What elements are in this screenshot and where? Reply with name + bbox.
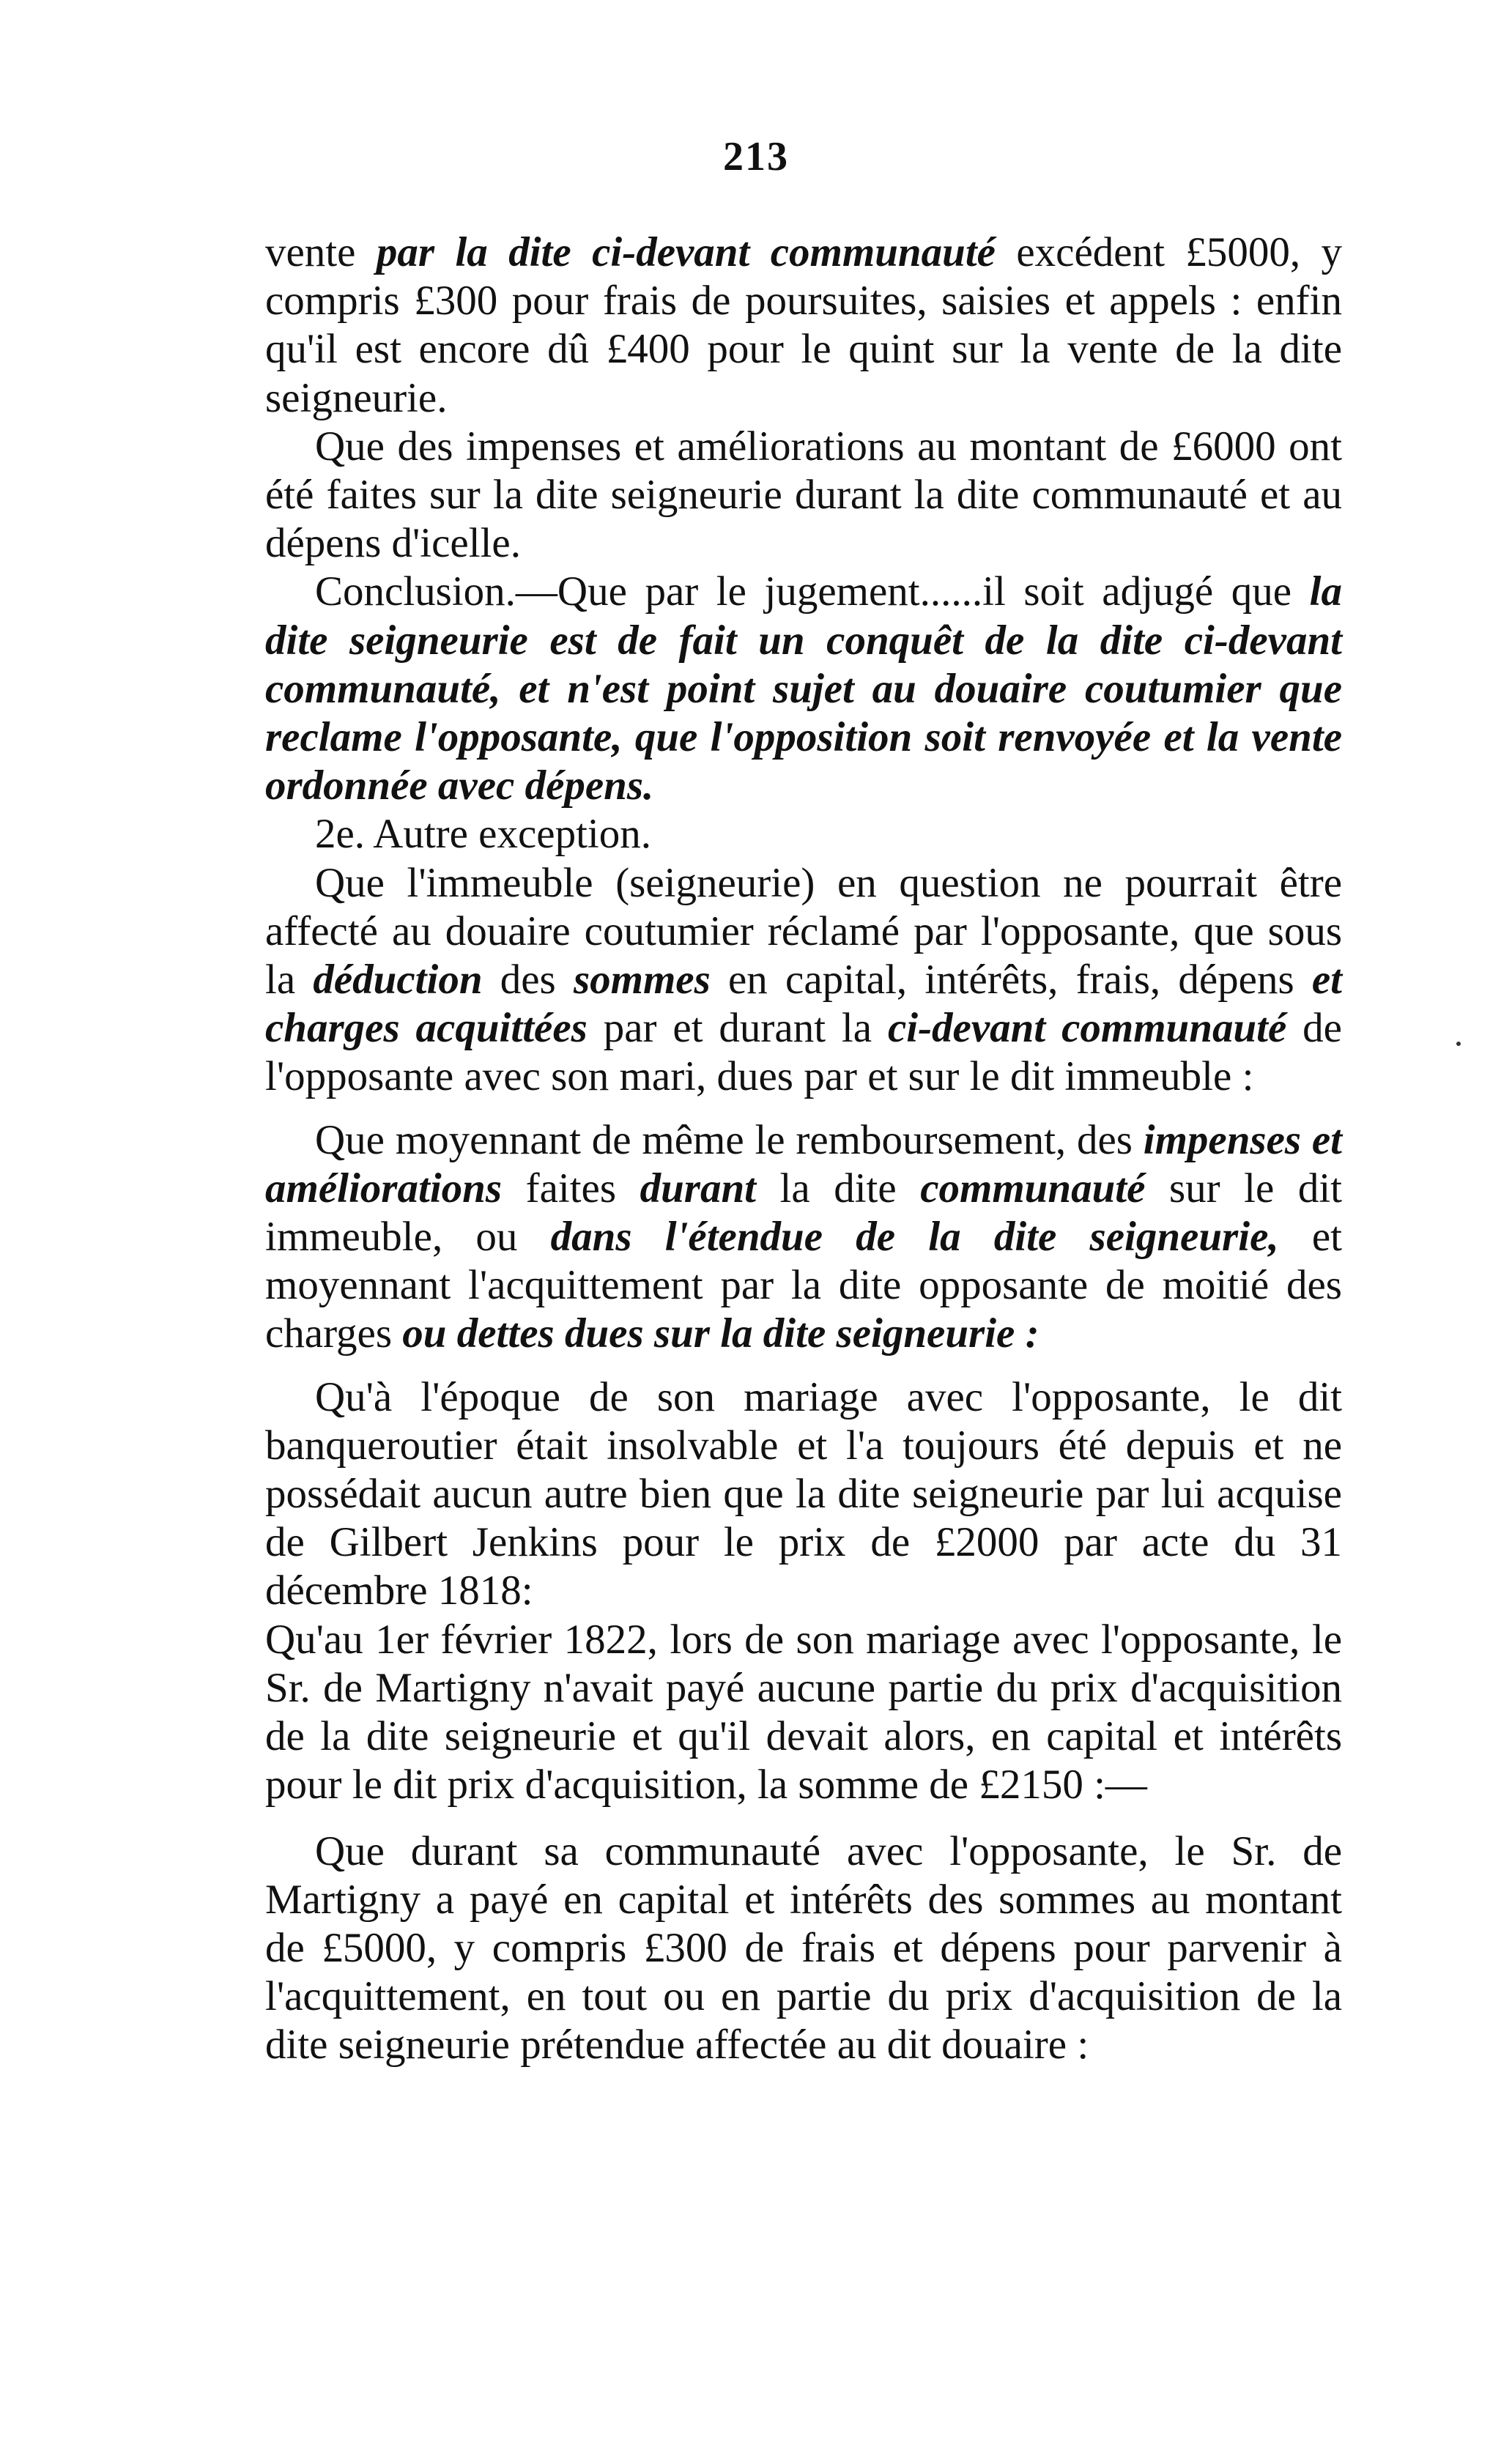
paragraph: [265, 1616, 1342, 1810]
paragraph: [265, 859, 1342, 1102]
text-segment: par et durant la: [587, 1005, 888, 1052]
italic-text-segment: impenses et améliorations: [265, 1116, 1342, 1211]
italic-text-segment: par la dite ci-devant communauté: [376, 229, 996, 275]
body-text: [265, 229, 1342, 2070]
italic-text-segment: durant: [640, 1165, 756, 1211]
text-segment: Que l'immeuble (seigneurie) en question ne pourrait être affecté au douaire coutumier réclamé par l'opposante, que sous la: [265, 859, 1342, 1003]
paragraph: [265, 423, 1342, 568]
italic-text-segment: déduction: [313, 957, 483, 1003]
paragraph: [265, 1116, 1342, 1359]
text-segment: de l'opposante avec son mari, dues par et sur le dit immeuble :: [265, 1005, 1342, 1100]
text-segment: en capital, intérêts, frais, dépens: [710, 957, 1312, 1003]
italic-text-segment: ci-devant communauté: [887, 1005, 1287, 1052]
paragraph: [265, 229, 1342, 423]
text-segment: Que moyennant de même le remboursement, des: [315, 1116, 1144, 1163]
italic-text-segment: et charges acquittées: [265, 957, 1342, 1052]
text-segment: la dite: [755, 1165, 921, 1211]
text-segment: 2e. Autre exception.: [315, 811, 652, 858]
italic-text-segment: sommes: [573, 957, 711, 1003]
scan-speck: [1456, 1042, 1461, 1046]
italic-text-segment: communauté: [920, 1165, 1146, 1211]
text-segment: Conclusion.—Que par le jugement......il soit adjugé que: [315, 568, 1310, 615]
paragraph: [265, 1373, 1342, 1616]
text-segment: faites: [502, 1165, 640, 1211]
text-segment: Que durant sa communauté avec l'opposante, le Sr. de Martigny a payé en capital et intérêts des sommes au montant de £5000, y compris £300 de frais et dépens pour parvenir à l'acquittement, en tout ou en partie du prix d'acquisition de la dite seigneurie prétendue affectée au dit douaire :: [265, 1827, 1342, 2068]
italic-text-segment: dans l'étendue de la dite seigneurie,: [550, 1214, 1279, 1261]
text-segment: et moyennant l'acquittement par la dite opposante de moitié des charges: [265, 1214, 1342, 1357]
text-segment: excédent £5000, y compris £300 pour frais de poursuites, saisies et appels : enfin qu'il est encore dû £400 pour le quint sur la vente de la dite seigneurie.: [265, 229, 1342, 421]
text-segment: Qu'au 1er février 1822, lors de son mariage avec l'opposante, le Sr. de Martigny n'avait payé aucune partie du prix d'acquisition de la dite seigneurie et qu'il devait alors, en capital et intérêts pour le dit prix d'acquisition, la somme de £2150 :—: [265, 1616, 1342, 1808]
text-segment: des: [482, 957, 574, 1003]
section-heading: [265, 810, 1342, 858]
text-segment: Qu'à l'époque de son mariage avec l'opposante, le dit banqueroutier était insolvable et l'a toujours été depuis et ne possédait aucun autre bien que la dite seigneurie par lui acquise de Gilbert Jenkins pour le prix de £2000 par acte du 31 décembre 1818:: [265, 1373, 1342, 1614]
text-segment: sur le dit immeuble, ou: [265, 1165, 1342, 1261]
page-number: 213: [723, 134, 789, 179]
italic-text-segment: la dite seigneurie est de fait un conquêt de la dite ci-devant communauté, et n'est point sujet au douaire coutumier que reclame l'opposante, que l'opposition soit renvoyée et la vente ordonnée avec dépens.: [265, 568, 1342, 809]
paragraph: [265, 568, 1342, 810]
paragraph: [265, 1827, 1342, 2070]
text-segment: Que des impenses et améliorations au montant de £6000 ont été faites sur la dite seigneurie durant la dite communauté et au dépens d'icelle.: [265, 423, 1342, 567]
text-segment: vente: [265, 229, 377, 275]
italic-text-segment: ou dettes dues sur la dite seigneurie :: [402, 1310, 1040, 1357]
